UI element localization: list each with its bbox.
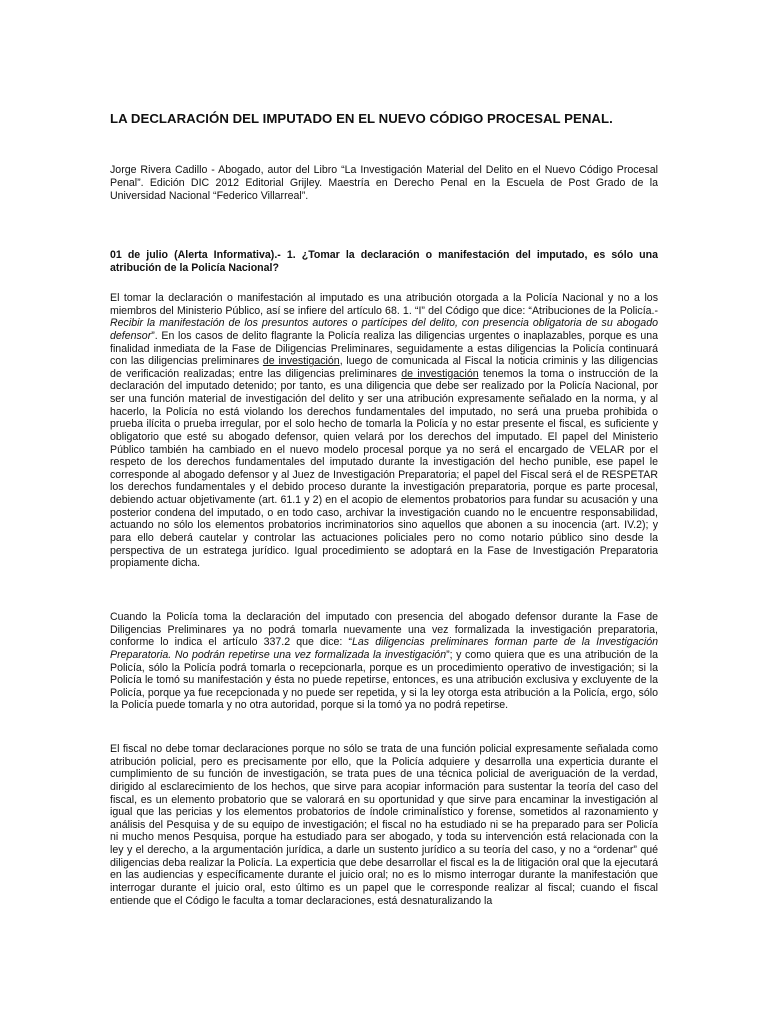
author-line: Jorge Rivera Cadillo - Abogado, autor del Libro “La Investigación Material del Delito en el Nuevo Código Procesal Penal”. Edición DIC 2012 Editorial Grijley. Maestría en Derecho Penal en la Escuela de Post Grado de la Universidad Nacional “Federico Villarreal”. — [110, 164, 658, 203]
paragraph-2-text-a: Cuando la Policía toma la declaración del imputado con presencia del abogado defensor durante la Fase de Diligencias Preliminares ya no podrá tomarla nuevamente una vez formalizada la investigación preparatoria, conforme lo indica el artículo 337.2 que dice: “ — [110, 611, 658, 649]
paragraph-1-text-c: ”. En los casos de delito flagrante la Policía realiza las diligencias urgentes o inaplazables, porque es una finalidad inmediata de la Fase de Diligencias Preliminares, seguidamente a estas diligencias la Policía continuará con las diligencias preliminares — [110, 329, 658, 368]
paragraph-1-text-e: , luego de comunicada al Fiscal la noticia criminis y las diligencias de verificación realizadas; entre las diligencias preliminares — [110, 355, 658, 380]
paragraph-1-text-a: El tomar la declaración o manifestación al imputado es una atribución otorgada a la Policía Nacional y no a los miembros del Ministerio Público, así se infiere del artículo 68. 1. “I” del Código que dice: “Atribuciones de la Policía.- — [110, 292, 658, 317]
paragraph-1-link-2[interactable]: de investigación — [401, 367, 479, 380]
paragraph-3: El fiscal no debe tomar declaraciones porque no sólo se trata de una función policial expresamente señalada como atribución policial, pero es precisamente por ello, que la Policía adquiere y desarrolla una experticia durante el cumplimiento de su función de investigación, se trata pues de una técnica policial de averiguación de la verdad, dirigido al esclarecimiento de los hechos, que sirve para acopiar información para sustentar la teoría del caso del fiscal, es un elemento probatorio que se valorará en su oportunidad y que sirve para encaminar la investigación al igual que las pericias y los elementos probatorios de índole criminalístico y forense, sometidos al razonamiento y análisis del Pesquisa y de su equipo de investigación; el fiscal no ha estudiado ni se ha preparado para ser Policía ni mucho menos Pesquisa, porque ha estudiado para ser abogado, y toda su intervención está relacionada con la ley y el derecho, a la argumentación jurídica, a darle un sustento jurídico a su teoría del caso, y no a “ordenar” qué diligencias deba realizar la Policía. La experticia que debe desarrollar el fiscal es la de litigación oral que la ejecutará en las audiencias y específicamente durante el juicio oral; no es lo mismo interrogar durante la manifestación que interrogar durante el juicio oral, esto último es un papel que le corresponde realizar al fiscal; cuando el fiscal entiende que el Código le faculta a tomar declaraciones, está desnaturalizando la — [110, 743, 658, 907]
document-title: LA DECLARACIÓN DEL IMPUTADO EN EL NUEVO CÓDIGO PROCESAL PENAL. — [110, 111, 613, 126]
paragraph-1-text-g: tenemos la toma o instrucción de la declaración del imputado detenido; por tanto, es una diligencia que debe ser realizado por la Policía Nacional, por ser una función material de investigación del delito y ser una atribución expresamente señalado en la norma, y al hacerlo, la Policía no está violando los derechos fundamentales del imputado, no será una prueba prohibida o prueba ilícita o prueba irregular, por el solo hecho de tomarla la Policía y no estar presente el fiscal, es suficiente y obligatorio que esté su abogado defensor, quien velará por los derechos del imputado. El papel del Ministerio Público también ha cambiado en el nuevo modelo procesal porque ya no será el encargado de VELAR por el respeto de los derechos fundamentales del imputado durante la investigación del hecho punible, ese papel le corresponde al abogado defensor y al Juez de Investigación Preparatoria; el papel del Fiscal será el de RESPETAR los derechos fundamentales y el debido proceso durante la investigación preparatoria, porque es parte procesal, debiendo actuar objetivamente (art. 61.1 y 2) en el acopio de elementos probatorios para fundar su acusación y una posterior condena del imputado, o en todo caso, archivar la investigación cuando no le encuentre responsabilidad, actuando no sólo los elementos probatorios incriminatorios sino aquellos que abonen a su inocencia (art. IV.2); y para ello deberá cautelar y controlar las actuaciones policiales pero no como notario público sino desde la perspectiva de un estratega jurídico. Igual procedimiento se adoptará en la Fase de Investigación Preparatoria propiamente dicha. — [110, 367, 658, 570]
question-heading: 01 de julio (Alerta Informativa).- 1. ¿Tomar la declaración o manifestación del imputado, es sólo una atribución de la Policía Nacional? — [110, 249, 658, 274]
paragraph-1-quote: Recibir la manifestación de los presuntos autores o partícipes del delito, con presencia obligatoria de su abogado defensor — [110, 317, 658, 342]
paragraph-1-link-1[interactable]: de investigación — [262, 355, 340, 368]
document-page — [110, 0, 658, 1024]
paragraph-1 — [110, 292, 658, 570]
paragraph-2-quote: Las diligencias preliminares forman parte de la Investigación Preparatoria. No podrán repetirse una vez formalizada la investigación — [110, 636, 658, 661]
paragraph-2-text-c: ”; y como quiera que es una atribución de la Policía, sólo la Policía podrá tomarla o recepcionarla, porque es un procedimiento operativo de investigación; si la Policía le tomó su manifestación y ésta no puede repetirse, entonces, es una atribución exclusiva y excluyente de la Policía, porque ya fue recepcionada y no puede ser repetida, y si la ley otorga esta atribución a la Policía, ergo, sólo la Policía puede tomarla y no otra autoridad, porque si la tomó ya no podrá repetirse. — [110, 648, 658, 712]
paragraph-2 — [110, 611, 658, 712]
